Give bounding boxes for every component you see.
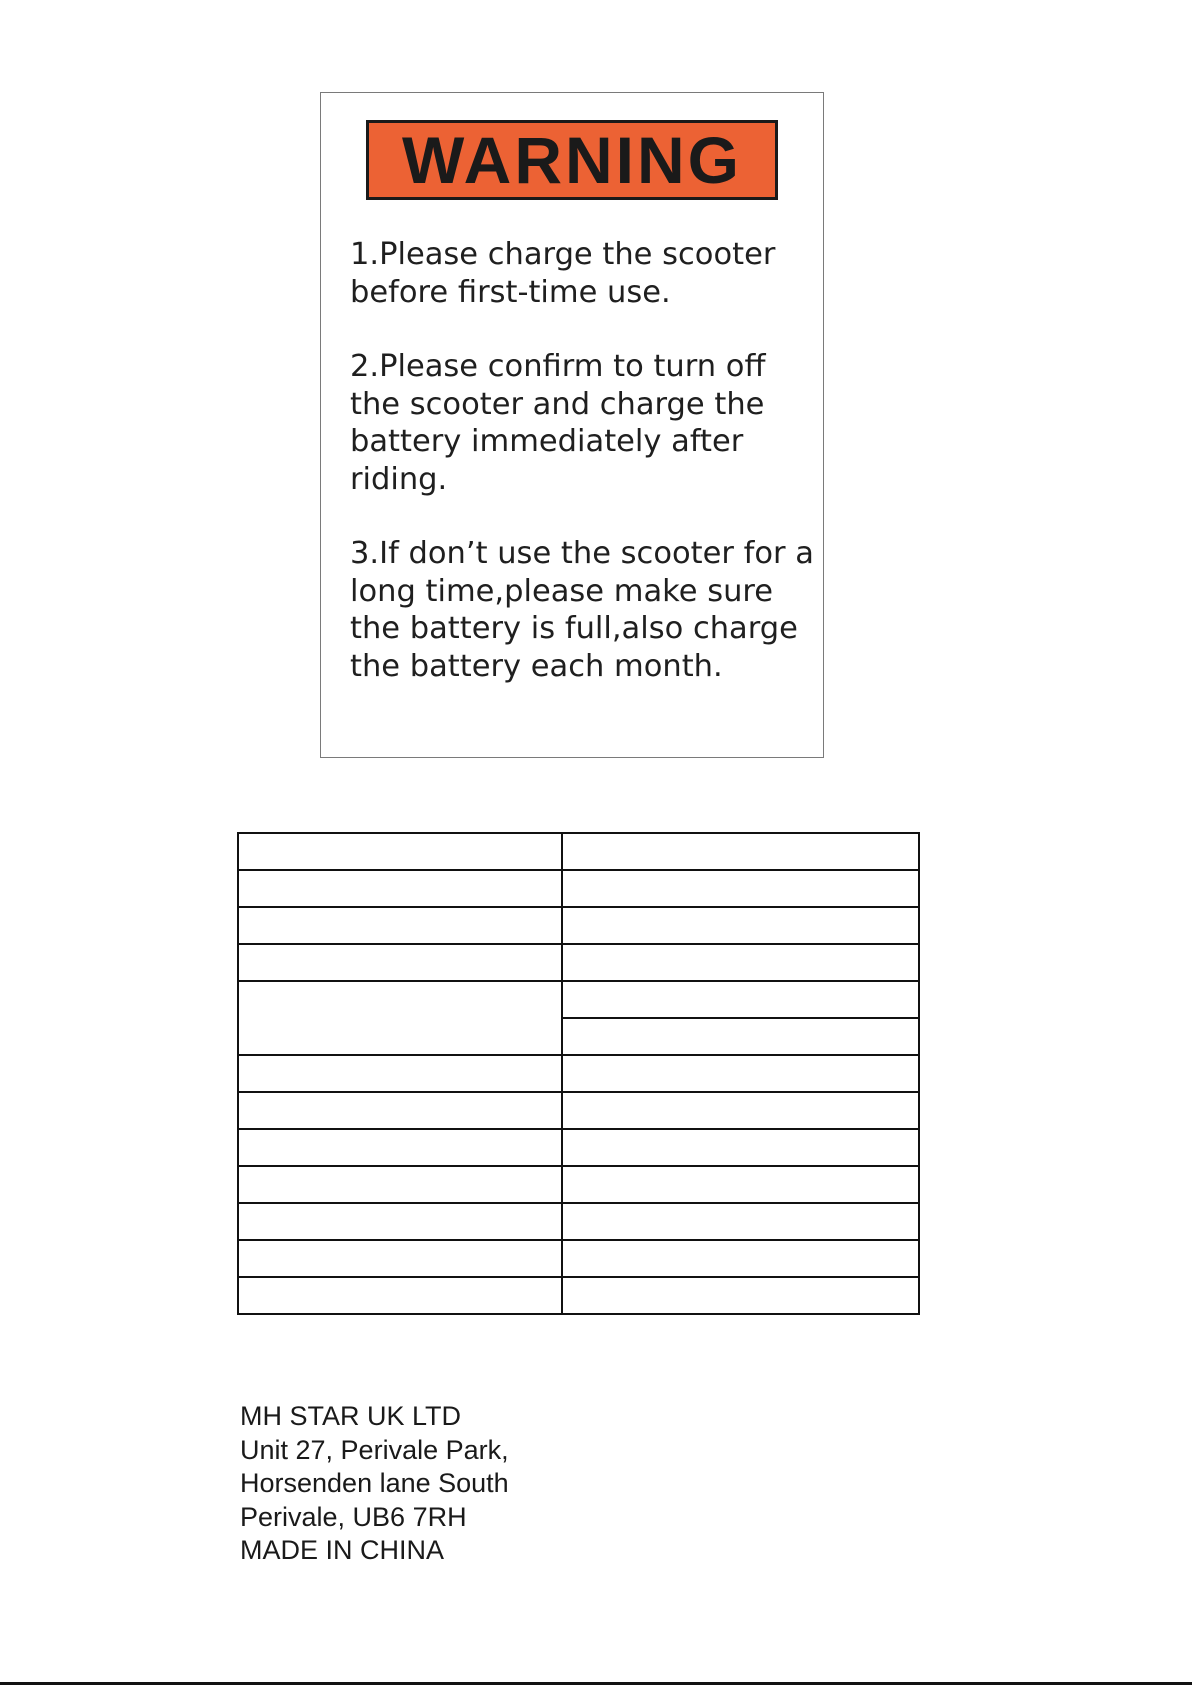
- table-cell: [562, 1166, 919, 1203]
- table-cell: [562, 1055, 919, 1092]
- address-line: Horsenden lane South: [240, 1468, 509, 1498]
- table-row: [238, 1055, 919, 1092]
- address-line: MADE IN CHINA: [240, 1535, 445, 1565]
- table-cell: [562, 1203, 919, 1240]
- table-row: [238, 944, 919, 981]
- address-line: Perivale, UB6 7RH: [240, 1501, 467, 1532]
- warning-item-1: 1.Please charge the scooter before first-time use.: [350, 237, 776, 310]
- table-cell-merged: [238, 981, 562, 1055]
- table-cell: [238, 870, 562, 907]
- warning-banner: WARNING: [366, 120, 778, 200]
- warning-item-3: 3.If don’t use the scooter for a long time,please make sure the battery is full,also charge the battery each month.: [350, 536, 814, 684]
- address-line: Unit 27, Perivale Park,: [240, 1434, 509, 1465]
- warning-item-2: 2.Please confirm to turn off the scooter and charge the battery immediately after riding.: [350, 349, 766, 497]
- table-cell: [562, 907, 919, 944]
- table-row: [238, 1240, 919, 1277]
- warning-label: [320, 92, 824, 758]
- table-row: [238, 1092, 919, 1129]
- warning-instructions: [350, 236, 820, 722]
- table-cell: [562, 1092, 919, 1129]
- table-cell: [238, 907, 562, 944]
- company-address: [240, 1400, 509, 1568]
- table-cell: [238, 1203, 562, 1240]
- table-cell: [562, 1129, 919, 1166]
- table-cell: [238, 833, 562, 870]
- specification-table: [237, 832, 920, 1315]
- table-cell: [238, 944, 562, 981]
- table-row: [238, 870, 919, 907]
- table-cell: [562, 944, 919, 981]
- table-row: [238, 833, 919, 870]
- table-cell: [238, 1129, 562, 1166]
- table-row: [238, 1166, 919, 1203]
- table-row: [238, 1129, 919, 1166]
- table-cell: [238, 1277, 562, 1314]
- table-cell: [238, 1240, 562, 1277]
- table-row: [238, 907, 919, 944]
- table-cell: [562, 981, 919, 1018]
- table-cell: [238, 1092, 562, 1129]
- table-cell: [562, 1240, 919, 1277]
- table-row: [238, 981, 919, 1018]
- address-line: MH STAR UK LTD: [240, 1401, 462, 1431]
- table-cell: [238, 1055, 562, 1092]
- table-cell: [238, 1166, 562, 1203]
- table-cell: [562, 1277, 919, 1314]
- table-row: [238, 1277, 919, 1314]
- table-row: [238, 1203, 919, 1240]
- table-cell: [562, 833, 919, 870]
- table-cell: [562, 1018, 919, 1055]
- table-cell: [562, 870, 919, 907]
